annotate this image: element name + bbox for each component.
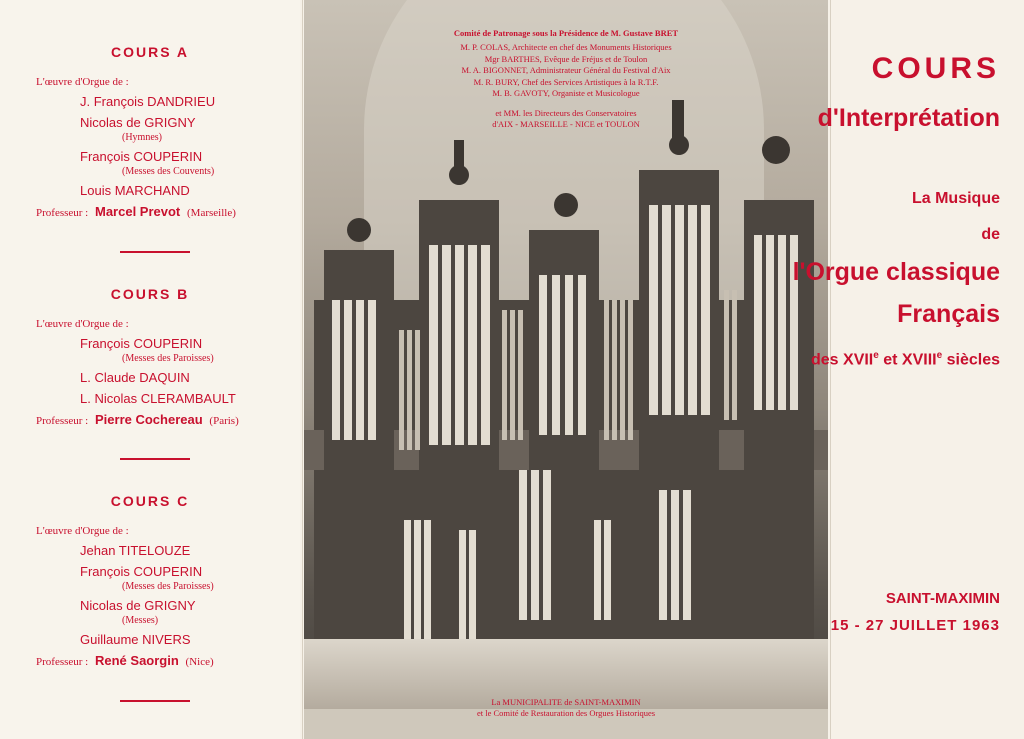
composer-note: (Hymnes) [122,132,162,143]
composer-name: Nicolas de GRIGNY [80,115,196,130]
subtitle-francais: Français [897,300,1000,328]
committee-line: M. B. GAVOTY, Organiste et Musicologue [492,88,640,98]
professor-name: Marcel Prevot [95,204,181,219]
composer-item [0,632,300,648]
composer-item [0,183,300,199]
footer-line: La MUNICIPALITE de SAINT-MAXIMIN [491,697,641,707]
cours-b-intro: L'œuvre d'Orgue de : [36,318,129,330]
footer-line: et le Comité de Restauration des Orgues Historiques [476,708,656,718]
composer-item [0,336,300,365]
composer-item [0,564,300,593]
professor-name: Pierre Cochereau [95,412,203,427]
composer-name: François COUPERIN [80,149,203,164]
composer-name: François COUPERIN [80,336,203,351]
composer-item [0,370,300,386]
location: SAINT-MAXIMIN [885,590,1000,607]
left-panel [0,0,300,739]
subtitle-siecles [811,350,1000,369]
professor-line [36,653,300,668]
committee-line: M. P. COLAS, Architecte en chef des Monuments Historiques [460,42,672,52]
cours-c-title: COURS C [110,493,190,509]
event-dates: 15 - 27 JUILLET 1963 [830,617,1000,634]
divider-rule [120,458,190,460]
cours-c-intro: L'œuvre d'Orgue de : [36,525,129,537]
footer-credit [304,697,828,719]
committee-line: M. A. BIGONNET, Administrateur Général du Festival d'Aix [461,65,671,75]
subtitle-orgue: l'Orgue classique [792,258,1000,286]
cours-a-title: COURS A [110,44,190,60]
professor-label: Professeur : [36,656,89,668]
committee-line: M. R. BURY, Chef des Services Artistiques à la R.T.F. [473,76,659,87]
committee-line: et MM. les Directeurs des Conservatoires [495,107,637,118]
professor-city: (Marseille) [187,207,236,219]
composer-item [0,598,300,627]
composer-name: J. François DANDRIEU [80,94,216,109]
committee-line [304,100,828,108]
composer-name: Louis MARCHAND [80,183,190,198]
composer-item [0,115,300,144]
composer-item [0,391,300,407]
superscript-e: e [873,350,879,361]
composer-name: L. Nicolas CLERAMBAULT [80,391,236,406]
professor-line [36,412,300,427]
title-cours: COURS [871,52,1000,85]
composer-note: (Messes des Paroisses) [122,581,214,592]
cours-b-title: COURS B [110,286,190,302]
committee-line: d'AIX - MARSEILLE - NICE et TOULON [492,119,640,129]
committee-heading: Comité de Patronage sous la Présidence de M. Gustave BRET [453,28,679,38]
siecles-part: des XVII [811,351,874,369]
professor-city: (Paris) [209,415,239,427]
composer-name: Jehan TITELOUZE [80,543,191,558]
divider-rule [120,251,190,253]
composer-item [0,94,300,110]
composer-name: Nicolas de GRIGNY [80,598,196,613]
composer-item [0,149,300,178]
divider-rule [120,700,190,702]
cours-a-section [0,44,300,219]
title-interpretation: d'Interprétation [817,104,1000,132]
professor-label: Professeur : [36,415,89,427]
subtitle-de: de [981,226,1000,243]
organ-photo [304,0,828,739]
committee-list [304,42,828,131]
siecles-part: et XVIII [878,351,937,369]
composer-note: (Messes des Paroisses) [122,353,214,364]
professor-city: (Nice) [185,656,214,668]
composer-note: (Messes des Couvents) [122,166,215,177]
cours-c-section [0,493,300,668]
composer-name: François COUPERIN [80,564,203,579]
subtitle-musique: La Musique [911,190,1000,207]
cours-a-intro: L'œuvre d'Orgue de : [36,76,129,88]
superscript-e: e [936,350,943,361]
professor-name: René Saorgin [95,653,179,668]
composer-name: L. Claude DAQUIN [80,370,190,385]
composer-note: (Messes) [122,615,159,626]
siecles-part: siècles [942,351,1000,369]
professor-line [36,204,300,219]
committee-line: Mgr BARTHES, Evêque de Fréjus et de Toulon [484,53,648,64]
professor-label: Professeur : [36,207,89,219]
composer-name: Guillaume NIVERS [80,632,191,647]
composer-item [0,543,300,559]
cours-b-section [0,286,300,427]
fold-line [302,0,303,739]
